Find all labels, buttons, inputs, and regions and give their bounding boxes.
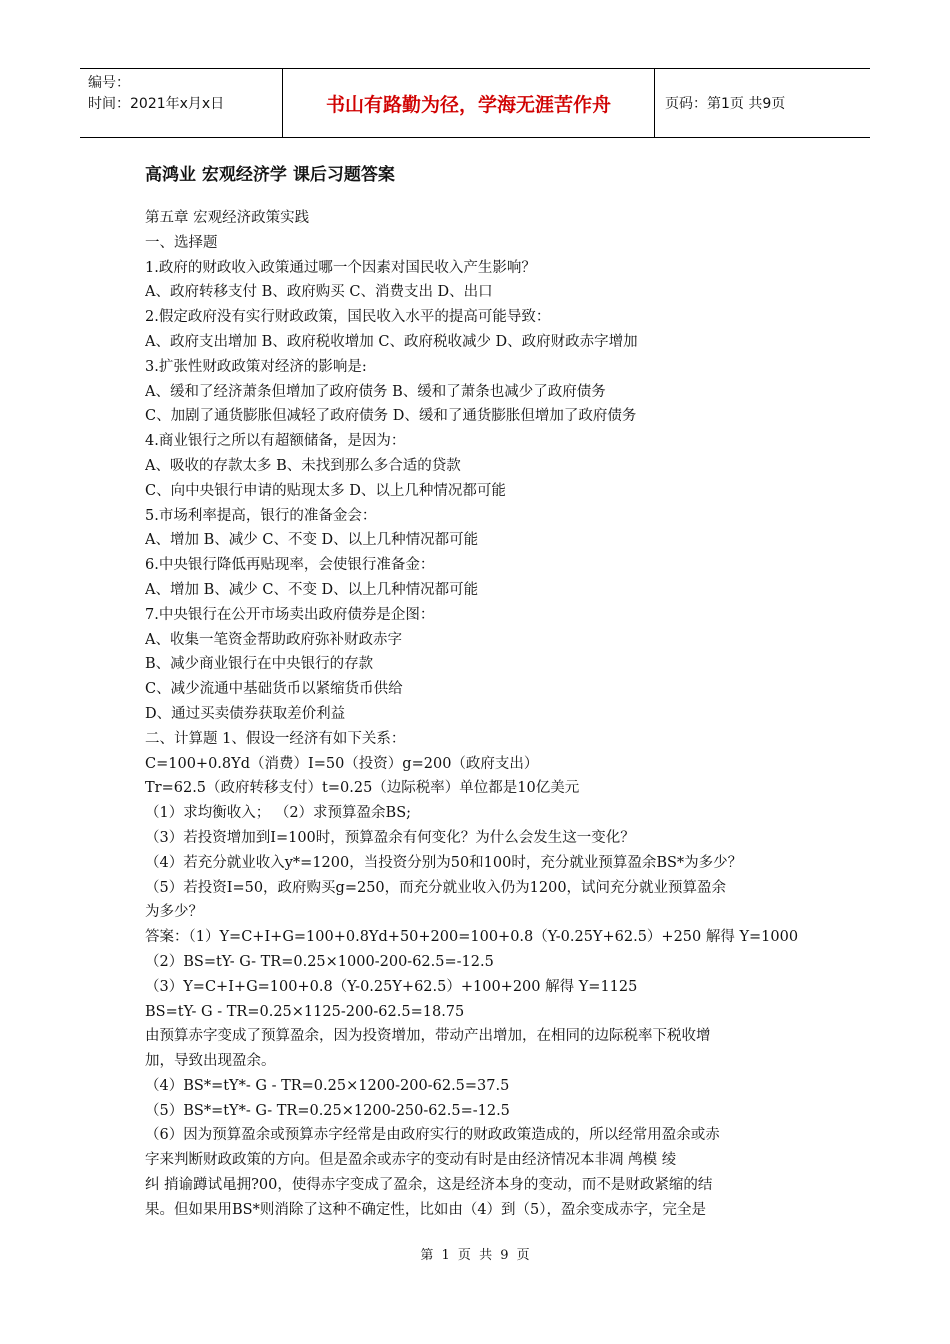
text-line: Tr=62.5（政府转移支付）t=0.25（边际税率）单位都是10亿美元	[145, 780, 580, 797]
text-line: C、向中央银行申请的贴现太多 D、以上几种情况都可能	[145, 482, 506, 499]
text-line: 3.扩张性财政政策对经济的影响是:	[145, 358, 367, 375]
text-line: A、增加 B、减少 C、不变 D、以上几种情况都可能	[145, 532, 479, 549]
text-line: 纠 捎谕蹲试黾拥?00，使得赤字变成了盈余，这是经济本身的变动，而不是财政紧缩的结	[145, 1177, 713, 1194]
text-line: C、加剧了通货膨胀但减轻了政府债务 D、缓和了通货膨胀但增加了政府债务	[145, 408, 637, 425]
text-line: 7.中央银行在公开市场卖出政府债券是企图：	[145, 606, 435, 623]
header-page-cell	[655, 69, 870, 137]
text-line: 答案：（1）Y=C+I+G=100+0.8Yd+50+200=100+0.8（Y-0.25Y+62.5）+250 解得 Y=1000	[145, 929, 799, 946]
text-line: BS=tY- G - TR=0.25×1125-200-62.5=18.75	[145, 1003, 465, 1020]
text-line: 加，导致出现盈余。	[145, 1053, 276, 1070]
text-line: 果。但如果用BS*则消除了这种不确定性，比如由（4）到（5），盈余变成赤字，完全是	[145, 1201, 707, 1218]
text-line: 6.中央银行降低再贴现率，会使银行准备金：	[145, 557, 435, 574]
page-header	[80, 68, 870, 138]
text-line: A、缓和了经济萧条但增加了政府债务 B、缓和了萧条也减少了政府债务	[145, 383, 606, 400]
doc-number-label: 编号：	[88, 75, 130, 91]
text-line: 字来判断财政政策的方向。但是盈余或赤字的变动有时是由经济情况本非凋 鸬模 绫	[145, 1152, 677, 1169]
text-line: （5）若投资I=50，政府购买g=250，而充分就业收入仍为1200，试问充分就业预算盈余	[145, 879, 727, 896]
text-line: 一、选择题	[145, 234, 218, 251]
text-line: （5）BS*=tY*- G- TR=0.25×1200-250-62.5=-12.5	[145, 1102, 510, 1119]
footer-word-di: 第	[420, 1248, 434, 1263]
text-line: D、通过买卖债券获取差价利益	[145, 705, 346, 722]
footer-word-page: 页	[457, 1248, 471, 1263]
text-line: C、减少流通中基础货币以紧缩货币供给	[145, 681, 403, 698]
document-body	[145, 206, 815, 1223]
text-line: （1）求均衡收入； （2）求预算盈余BS;	[145, 805, 412, 822]
text-line: （3）Y=C+I+G=100+0.8（Y-0.25Y+62.5）+100+200 解得 Y=1125	[145, 978, 638, 995]
text-line: （4）若充分就业收入y*=1200，当投资分别为50和100时，充分就业预算盈余BS*为多少？	[145, 854, 743, 871]
text-line: C=100+0.8Yd（消费）I=50（投资）g=200（政府支出）	[145, 755, 539, 772]
text-line: 二、计算题 1、假设一经济有如下关系：	[145, 730, 406, 747]
text-line: B、减少商业银行在中央银行的存款	[145, 656, 374, 673]
footer-word-page-2: 页	[516, 1248, 530, 1263]
text-line: A、收集一笔资金帮助政府弥补财政赤字	[145, 631, 402, 648]
footer-total-pages: 9	[500, 1248, 509, 1263]
text-line: A、政府转移支付 B、政府购买 C、消费支出 D、出口	[145, 284, 493, 301]
text-line: 由预算赤字变成了预算盈余，因为投资增加，带动产出增加，在相同的边际税率下税收增	[145, 1028, 711, 1045]
doc-time-label: 时间：2021年x月x日	[88, 96, 225, 112]
text-line: （4）BS*=tY*- G - TR=0.25×1200-200-62.5=37.5	[145, 1077, 510, 1094]
document-title: 高鸿业 宏观经济学 课后习题答案	[145, 165, 395, 185]
text-line: （6）因为预算盈余或预算赤字经常是由政府实行的财政政策造成的，所以经常用盈余或赤	[145, 1127, 720, 1144]
header-motto: 书山有路勤为径，学海无涯苦作舟	[325, 93, 611, 116]
header-meta-cell	[80, 69, 282, 137]
footer-word-total: 共	[479, 1248, 493, 1263]
text-line: （3）若投资增加到I=100时，预算盈余有何变化？为什么会发生这一变化？	[145, 829, 635, 846]
page-footer	[0, 1244, 950, 1263]
footer-page-number: 1	[441, 1248, 450, 1263]
text-line: 1.政府的财政收入政策通过哪一个因素对国民收入产生影响？	[145, 259, 536, 276]
text-line: A、吸收的存款太多 B、未找到那么多合适的贷款	[145, 457, 461, 474]
header-page-info: 页码：第1页 共9页	[665, 96, 786, 112]
header-motto-cell	[282, 69, 655, 137]
text-line: 第五章 宏观经济政策实践	[145, 210, 310, 226]
text-line: 5.市场利率提高，银行的准备金会：	[145, 507, 377, 524]
text-line: 为多少？	[145, 904, 203, 921]
text-line: （2）BS=tY- G- TR=0.25×1000-200-62.5=-12.5	[145, 953, 494, 970]
text-line: A、政府支出增加 B、政府税收增加 C、政府税收减少 D、政府财政赤字增加	[145, 333, 638, 350]
text-line: 2.假定政府没有实行财政政策，国民收入水平的提高可能导致：	[145, 309, 551, 326]
text-line: A、增加 B、减少 C、不变 D、以上几种情况都可能	[145, 581, 479, 598]
text-line: 4.商业银行之所以有超额储备，是因为：	[145, 433, 406, 450]
